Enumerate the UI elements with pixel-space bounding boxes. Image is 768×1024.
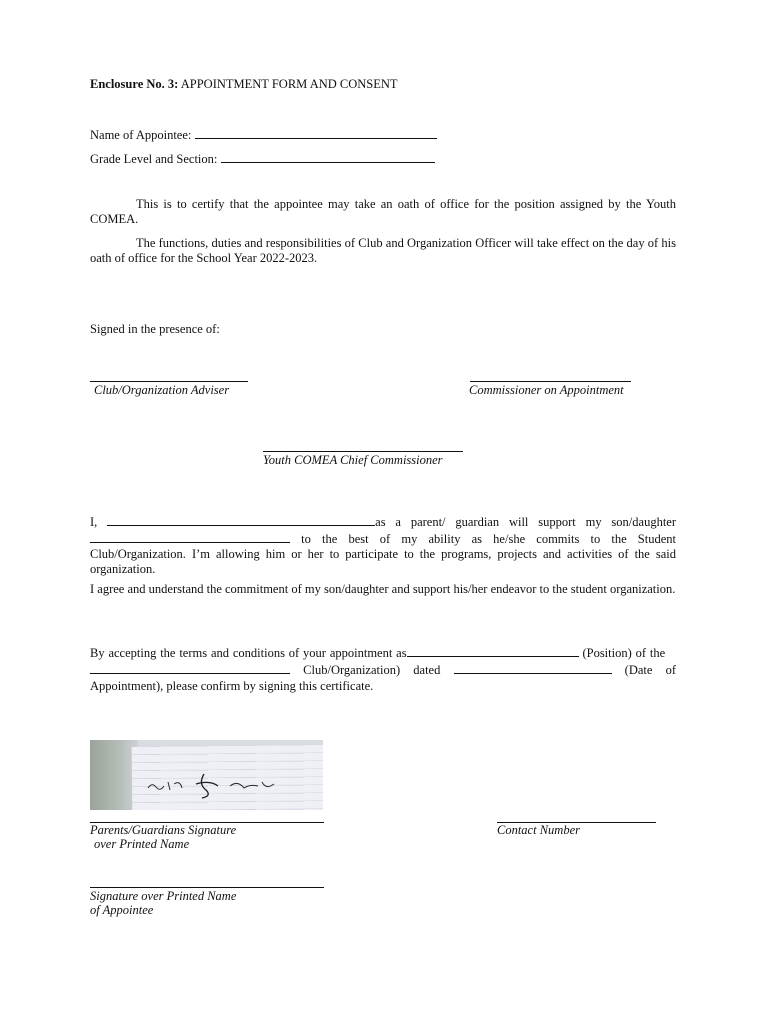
commissioner-signature-line[interactable] bbox=[470, 381, 631, 382]
document-heading bbox=[90, 77, 398, 92]
appointee-caption-1: Signature over Printed Name bbox=[90, 889, 237, 903]
chief-signature-line[interactable] bbox=[263, 451, 463, 452]
certify-paragraph: This is to certify that the appointee may take an oath of office for the position assigned by the Youth COMEA. bbox=[90, 197, 676, 226]
child-name-line[interactable] bbox=[90, 530, 290, 543]
parent-name-line[interactable] bbox=[107, 513, 375, 526]
date-line[interactable] bbox=[454, 661, 612, 674]
grade-level-line[interactable] bbox=[221, 150, 435, 163]
parent-caption-2: over Printed Name bbox=[94, 837, 190, 851]
functions-paragraph: The functions, duties and responsibilities of Club and Organization Officer will take effect on the day of his oath of office for the School Year 2022-2023. bbox=[90, 236, 676, 265]
terms-club: Club/Organization) dated bbox=[303, 663, 441, 677]
adviser-signature-line[interactable] bbox=[90, 381, 248, 382]
commissioner-caption: Commissioner on Appointment bbox=[469, 383, 624, 397]
grade-level-label: Grade Level and Section: bbox=[90, 152, 218, 166]
appointee-name-line[interactable] bbox=[195, 126, 437, 139]
appointee-caption-2: of Appointee bbox=[90, 903, 154, 917]
grade-level-field bbox=[90, 150, 435, 167]
handwritten-signature bbox=[146, 770, 316, 804]
appointee-signature-line[interactable] bbox=[90, 887, 324, 888]
parent-consent-paragraph bbox=[90, 513, 676, 577]
terms-of-the: of the bbox=[635, 646, 666, 660]
signed-presence-label: Signed in the presence of: bbox=[90, 322, 220, 336]
consent-text-a: as a parent/ guardian will support my son/daughter bbox=[375, 515, 677, 529]
signature-photo bbox=[90, 740, 323, 810]
appointee-name-label: Name of Appointee: bbox=[90, 128, 192, 142]
terms-date: (Date of Appointment), please confirm by signing this certificate. bbox=[90, 663, 676, 693]
terms-paragraph bbox=[90, 644, 676, 694]
consent-text-b: to the best of my ability as he/she commits to the Student Club/Organization. I’m allowing him or her to participate to the programs, projects and activities of the said organization. bbox=[90, 532, 677, 576]
club-name-line[interactable] bbox=[90, 661, 290, 674]
parent-caption-1: Parents/Guardians Signature bbox=[90, 823, 237, 837]
chief-caption: Youth COMEA Chief Commissioner bbox=[263, 453, 443, 467]
enclosure-number: Enclosure No. 3: bbox=[90, 77, 179, 91]
agreement-paragraph: I agree and understand the commitment of my son/daughter and support his/her endeavor to the student organization. bbox=[90, 582, 676, 596]
terms-text-a: By accepting the terms and conditions of your appointment as bbox=[90, 646, 407, 660]
position-line[interactable] bbox=[407, 644, 579, 657]
heading-title: APPOINTMENT FORM AND CONSENT bbox=[178, 77, 398, 91]
appointee-name-field bbox=[90, 126, 437, 143]
consent-i: I, bbox=[90, 515, 98, 529]
contact-caption: Contact Number bbox=[497, 823, 580, 837]
terms-position: (Position) bbox=[582, 646, 632, 660]
adviser-caption: Club/Organization Adviser bbox=[94, 383, 230, 397]
